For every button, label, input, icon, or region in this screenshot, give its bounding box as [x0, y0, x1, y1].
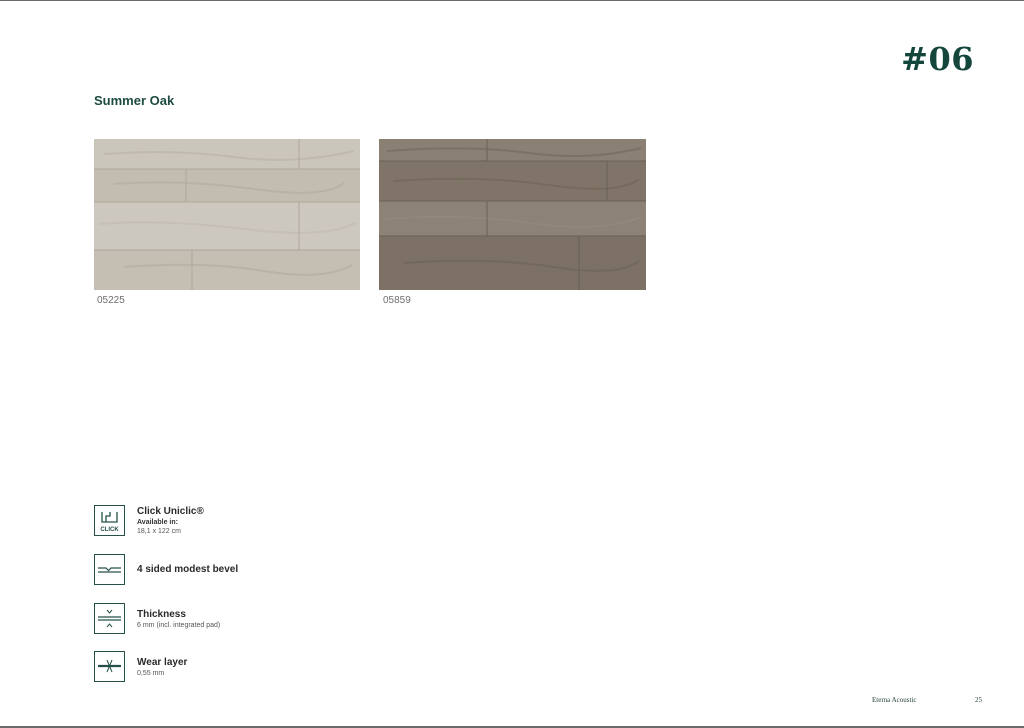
footer-page-number: 25	[975, 696, 982, 704]
feature-title: Thickness	[137, 609, 186, 620]
svg-text:CLICK: CLICK	[100, 527, 119, 533]
swatch-code: 05859	[383, 295, 411, 306]
floor-swatch-light[interactable]	[94, 139, 360, 290]
wood-plank-texture	[94, 139, 360, 290]
page-tag: #06	[901, 40, 974, 78]
floor-swatch-dark[interactable]	[379, 139, 646, 290]
wood-plank-texture	[379, 139, 646, 290]
wear-layer-icon	[94, 651, 125, 682]
feature-detail: 18,1 x 122 cm	[137, 528, 181, 535]
click-system-icon	[94, 505, 125, 536]
thickness-icon	[94, 603, 125, 634]
feature-title: 4 sided modest bevel	[137, 564, 239, 575]
feature-title: Wear layer	[137, 657, 188, 668]
feature-subtitle: Available in:	[137, 519, 178, 526]
feature-detail: 0,55 mm	[137, 670, 165, 677]
top-border	[0, 0, 1024, 1]
collection-title: Summer Oak	[94, 93, 175, 108]
swatch-code: 05225	[97, 295, 125, 306]
bevel-icon	[94, 554, 125, 585]
footer-brand: Eterna Acoustic	[872, 696, 917, 704]
feature-detail: 6 mm (incl. integrated pad)	[137, 622, 221, 629]
feature-title: Click Uniclic®	[137, 506, 204, 517]
